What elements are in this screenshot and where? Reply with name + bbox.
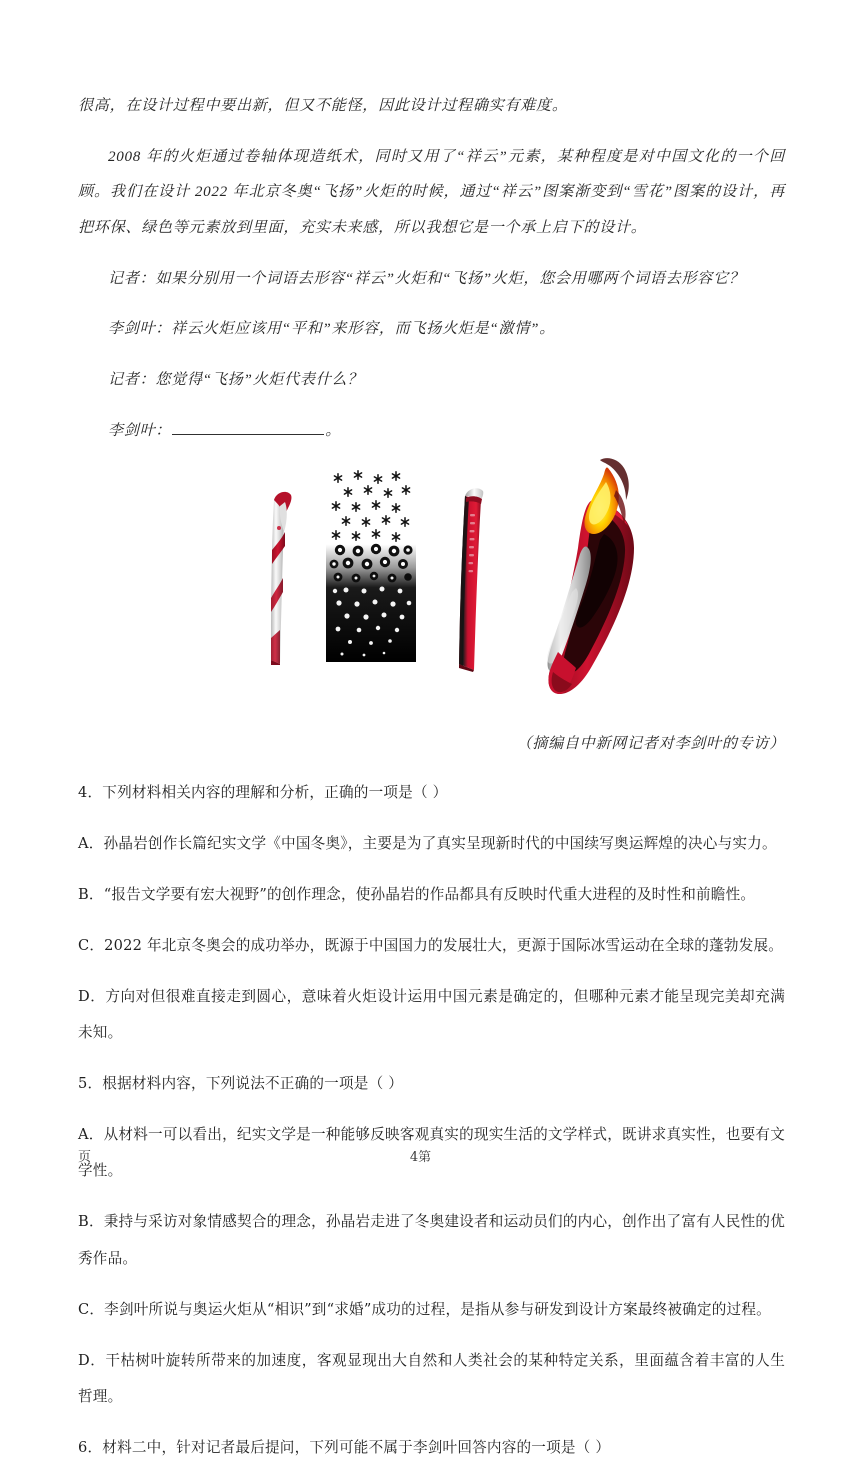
lit-torch-with-flame-icon (530, 456, 658, 702)
passage-continuation-line: 很高，在设计过程中要出新，但又不能怪，因此设计过程确实有难度。 (78, 98, 568, 115)
red-torch-icon (440, 478, 500, 674)
fill-in-prefix-label: 李剑叶： (108, 422, 172, 439)
question-5-option-a[interactable]: A．从材料一可以看出，纪实文学是一种能够反映客观真实的现实生活的文学样式，既讲求真实性，也要有文学性。 (78, 1126, 785, 1180)
question-4-stem: 4．下列材料相关内容的理解和分析，正确的一项是（ ） (78, 783, 448, 801)
interview-line-reporter-1: 记者：如果分别用一个词语去形容“祥云”火炬和“飞扬”火炬，您会用哪两个词语去形容它？ (108, 270, 745, 287)
question-4-option-d[interactable]: D．方向对但很难直接走到圆心，意味着火炬设计运用中国元素是确定的，但哪种元素才能呈现完美却充满未知。 (78, 987, 785, 1041)
fill-in-suffix-label: 。 (325, 422, 341, 439)
xiangyun-to-snowflake-gradient-pattern (326, 466, 416, 662)
question-5-option-c[interactable]: C．李剑叶所说与奥运火炬从“相识”到“求婚”成功的过程，是指从参与研发到设计方案最终被确定的过程。 (78, 1300, 771, 1318)
question-4-option-b[interactable]: B．“报告文学要有宏大视野”的创作理念，使孙晶岩的作品都具有反映时代重大进程的及时性和前瞻性。 (78, 885, 756, 903)
question-4-option-c[interactable]: C．2022 年北京冬奥会的成功举办，既源于中国国力的发展壮大，更源于国际冰雪运动在全球的蓬勃发展。 (78, 936, 784, 954)
interview-line-lijianye-blank (78, 414, 785, 450)
question-6-stem: 6．材料二中，针对记者最后提问，下列可能不属于李剑叶回答内容的一项是（ ） (78, 1439, 611, 1457)
page-number-label: 4第 (409, 1150, 432, 1165)
question-5-stem: 5．根据材料内容，下列说法不正确的一项是（ ） (78, 1075, 403, 1092)
slim-torch-icon (258, 488, 300, 666)
question-5-option-b[interactable]: B．秉持与采访对象情感契合的理念，孙晶岩走进了冬奥建设者和运动员们的内心，创作出了富有人民性的优秀作品。 (78, 1213, 785, 1267)
page-content (78, 74, 785, 1481)
answer-blank-field[interactable] (172, 420, 324, 435)
passage-paragraph-2008: 2008 年的火炬通过卷轴体现造纸术，同时又用了“祥云”元素，某种程度是对中国文化的一个回顾。我们在设计 2022 年北京冬奥“飞扬”火炬的时候，通过“祥云”图案渐变到“雪花”图案的设计，再把环保、绿色等元素放到里面，充实未来感，所以我想它是一个承上启下的设计。 (78, 148, 785, 236)
interview-line-lijianye-1: 李剑叶：祥云火炬应该用“平和”来形容，而飞扬火炬是“激情”。 (108, 321, 556, 338)
question-4-option-a[interactable]: A．孙晶岩创作长篇纪实文学《中国冬奥》，主要是为了真实呈现新时代的中国续写奥运辉煌的决心与实力。 (78, 834, 777, 852)
torch-figure-strip (78, 464, 785, 712)
interview-line-reporter-2: 记者：您觉得“飞扬”火炬代表什么？ (108, 372, 364, 389)
source-attribution: （摘编自中新网记者对李剑叶的专访） (516, 735, 785, 752)
footer-left-label: 页 (78, 1150, 92, 1165)
page-footer (78, 1146, 785, 1172)
question-5-option-d[interactable]: D．干枯树叶旋转所带来的加速度，客观显现出大自然和人类社会的某种特定关系，里面蕴含着丰富的人生哲理。 (78, 1351, 785, 1406)
